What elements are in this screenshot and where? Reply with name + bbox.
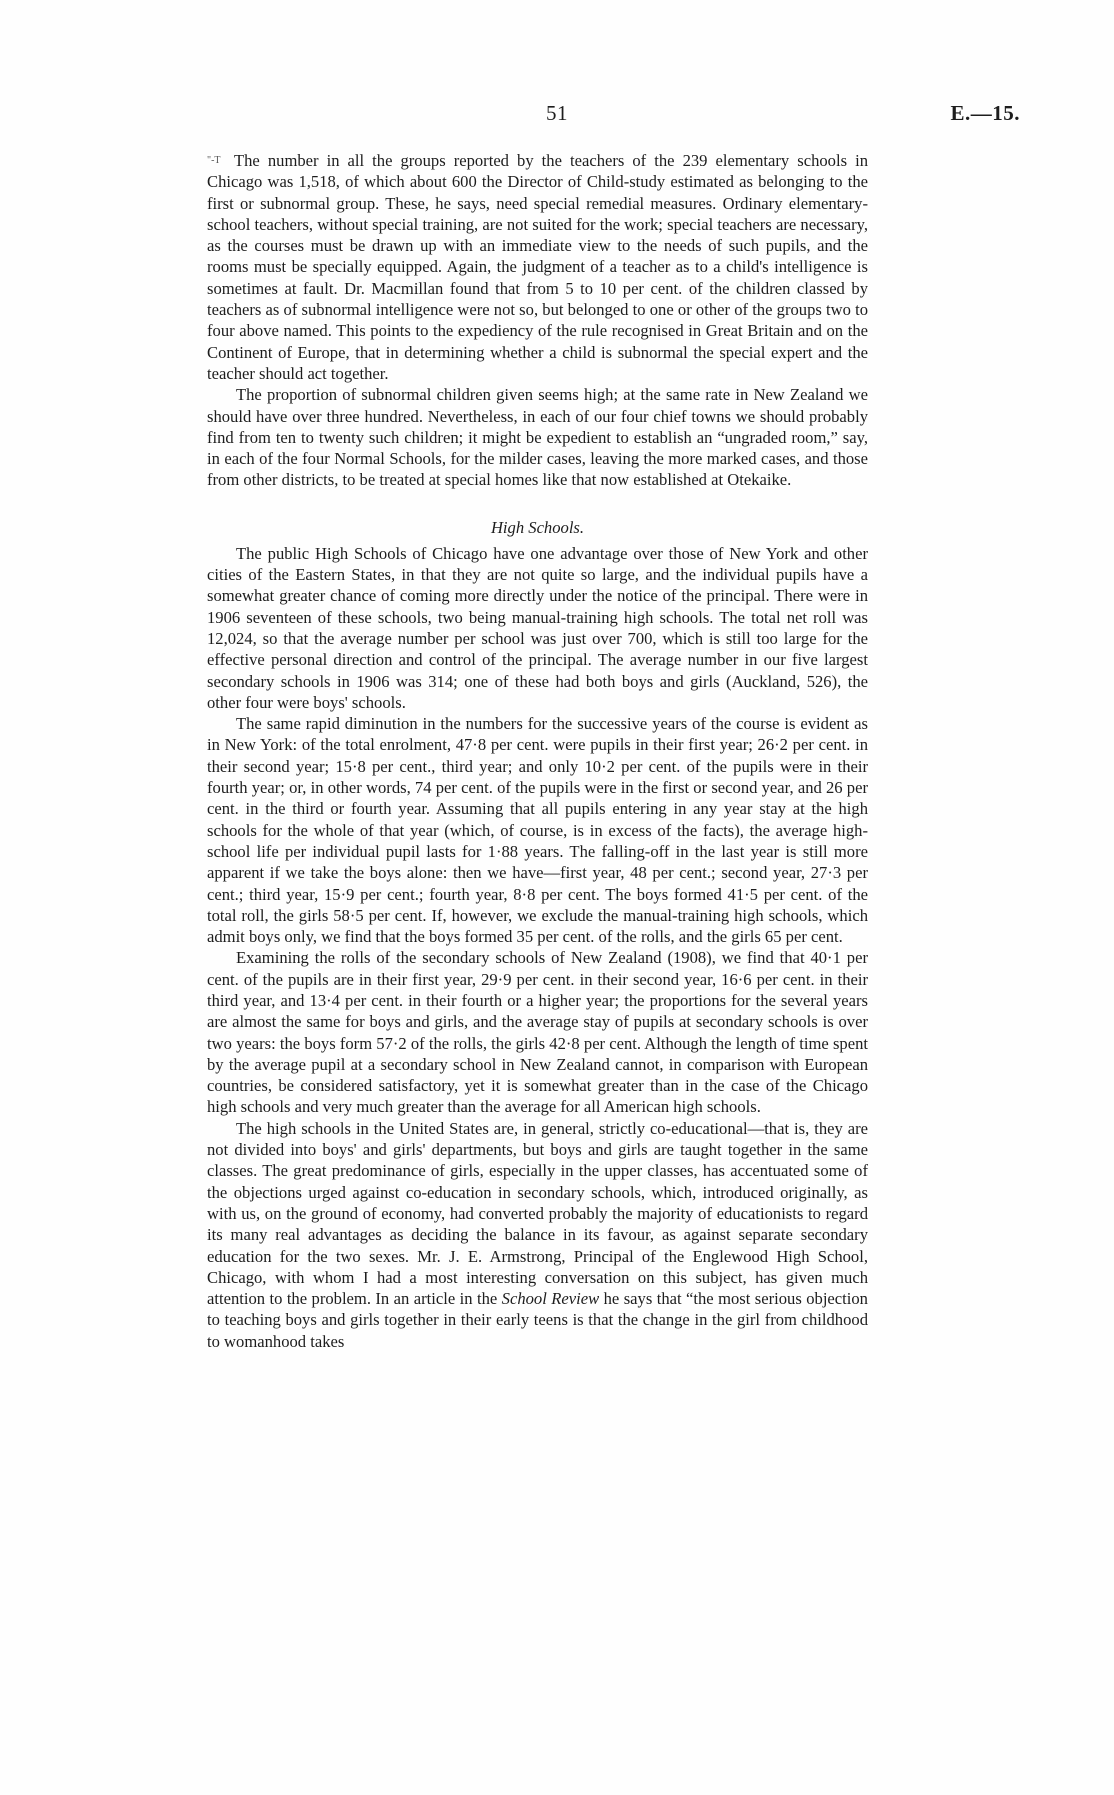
paragraph-4: The same rapid diminution in the numbers for the successive years of the course is evident as in New York: of the total enrolment, 47·8 per cent. were pupils in their first year; 26·2 per cent. in their second year; 15·8 per cent., third year; and only 10·2 per cent. of the pupils were in their fourth year; or, in other words, 74 per cent. of the pupils were in the first or second year, and 26 per cent. in the third or fourth year. Assuming that all pupils entering in any year stay at the high schools for the whole of that year (which, of course, is in excess of the facts), the average high-school life per individual pupil lasts for 1·88 years. The falling-off in the last year is still more apparent if we take the boys alone: then we have—first year, 48 per cent.; second year, 27·3 per cent.; third year, 15·9 per cent.; fourth year, 8·8 per cent. The boys formed 41·5 per cent. of the total roll, the girls 58·5 per cent. If, however, we exclude the manual-training high schools, which admit boys only, we find that the boys formed 35 per cent. of the rolls, and the girls 65 per cent.	[207, 714, 868, 947]
printer-mark: "-T	[207, 155, 221, 166]
paragraph-5: Examining the rolls of the secondary schools of New Zealand (1908), we find that 40·1 per cent. of the pupils are in their first year, 29·9 per cent. in their second year, 16·6 per cent. in their third year, and 13·4 per cent. in their fourth or a higher year; the proportions for the several years are almost the same for boys and girls, and the average stay of pupils at secondary schools is over two years: the boys form 57·2 of the rolls, the girls 42·8 per cent. Although the length of time spent by the average pupil at a secondary school in New Zealand cannot, in comparison with European countries, be considered satisfactory, yet it is somewhat greater than in the case of the Chicago high schools and very much greater than the average for all American high schools.	[207, 948, 868, 1117]
paragraph-1-text: The number in all the groups reported by the teachers of the 239 elementary schools in Chicago was 1,518, of which about 600 the Director of Child-study estimated as belonging to the first or subnormal group. These, he says, need special remedial measures. Ordinary elementary-school teachers, without special training, are not suited for the work; special teachers are necessary, as the courses must be drawn up with an immediate view to the needs of such pupils, and the rooms must be specially equipped. Again, the judgment of a teacher as to a child's intelligence is sometimes at fault. Dr. Macmillan found that from 5 to 10 per cent. of the children classed by teachers as of subnormal intelligence were not so, but belonged to one or other of the groups two to four above named. This points to the expediency of the rule recognised in Great Britain and on the Continent of Europe, that in determining whether a child is subnormal the special expert and the teacher should act together.	[207, 151, 868, 383]
document-reference: E.—15.	[950, 101, 1020, 125]
body-text	[207, 150, 868, 1352]
page-number: 51	[546, 101, 568, 125]
paragraph-6	[207, 1118, 868, 1352]
paragraph-2: The proportion of subnormal children given seems high; at the same rate in New Zealand we should have over three hundred. Nevertheless, in each of our four chief towns we should probably find from ten to twenty such children; it might be expedient to establish an “ungraded room,” say, in each of the four Normal Schools, for the milder cases, leaving the more marked cases, and those from other districts, to be treated at special homes like that now established at Otekaike.	[207, 385, 868, 490]
paragraph-6-text-a: The high schools in the United States are, in general, strictly co-educational—that is, they are not divided into boys' and girls' departments, but boys and girls are taught together in the same classes. The great predominance of girls, especially in the upper classes, has accentuated some of the objections urged against co-education in secondary schools, which, introduced originally, as with us, on the ground of economy, had converted probably the majority of educationists to regard its many real advantages as deciding the balance in its favour, as against separate secondary education for the two sexes. Mr. J. E. Armstrong, Principal of the Englewood High School, Chicago, with whom I had a most interesting conversation on this subject, has given much attention to the problem. In an article in the	[207, 1118, 868, 1309]
paragraph-6-text-b: he says that “the most serious objection to teaching boys and girls together in their early teens is that the change in the girl from childhood to womanhood takes	[207, 1289, 868, 1351]
paragraph-1	[207, 150, 868, 384]
section-heading: High Schools.	[490, 517, 585, 537]
paragraph-3: The public High Schools of Chicago have one advantage over those of New York and other cities of the Eastern States, in that they are not quite so large, and the individual pupils have a somewhat greater chance of coming more directly under the notice of the principal. There were in 1906 seventeen of these schools, two being manual-training high schools. The total net roll was 12,024, so that the average number per school was just over 700, which is still too large for the effective personal direction and control of the principal. The average number in our five largest secondary schools in 1906 was 314; one of these had both boys and girls (Auckland, 526), the other four were boys' schools.	[207, 543, 868, 712]
journal-title: School Review	[501, 1289, 600, 1309]
